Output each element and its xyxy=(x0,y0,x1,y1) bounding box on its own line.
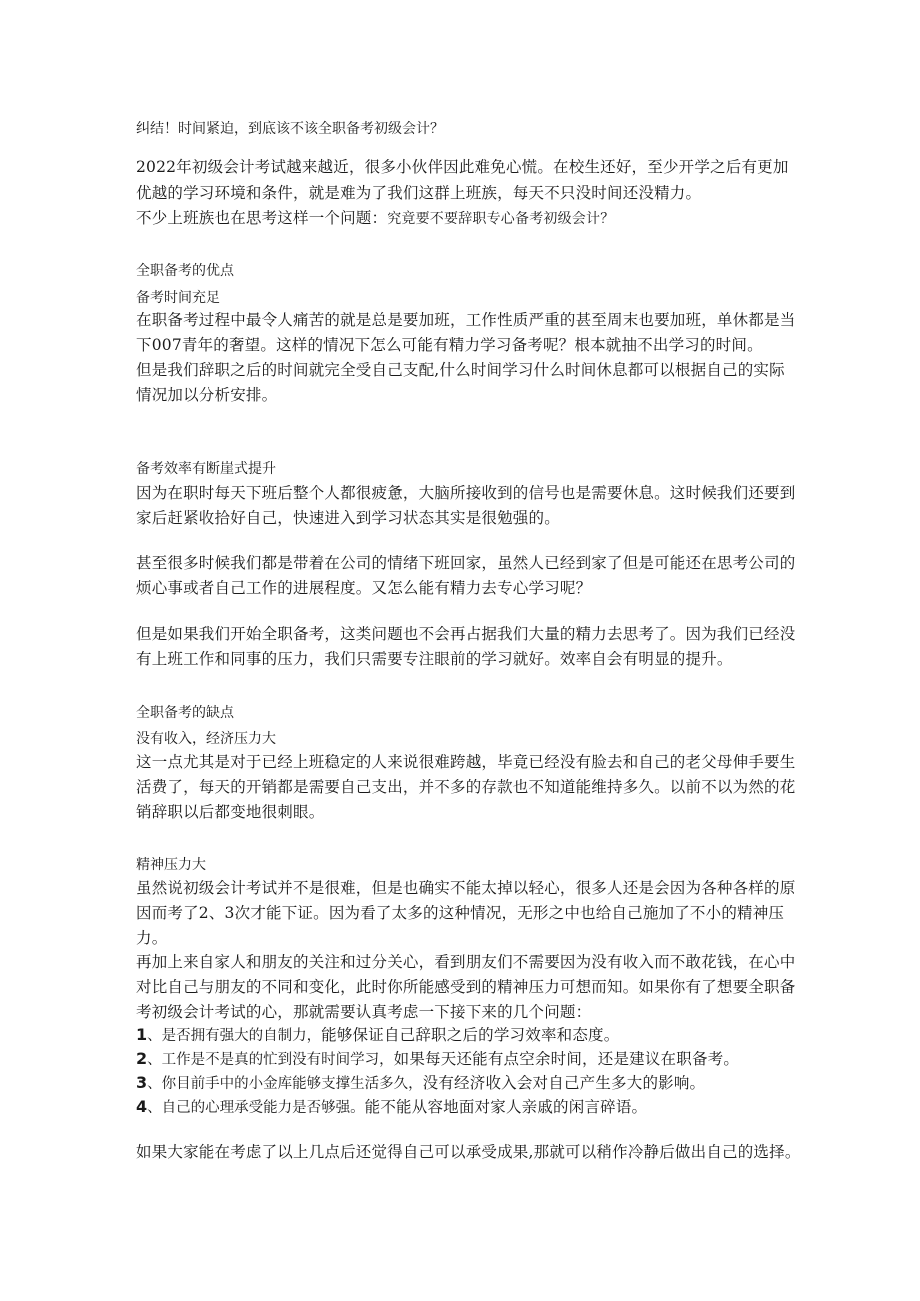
paragraph-line: 考初级会计考试的心，那就需要认真考虑一下接下来的几个问题： xyxy=(136,1003,592,1021)
paragraph-line: 销辞职以后都变地很刺眼。 xyxy=(136,803,325,821)
paragraph-line: 在职备考过程中最令人痛苦的就是总是要加班，工作性质严重的甚至周末也要加班，单休都是当 xyxy=(136,311,796,329)
paragraph-line: 虽然说初级会计考试并不是很难，但是也确实不能太掉以轻心，很多人还是会因为各种各样的原 xyxy=(136,879,796,897)
question-item xyxy=(136,1023,619,1045)
paragraph-line: 力。 xyxy=(136,929,168,947)
question-detail: 能够保证自己辞职之后的学习效率和态度。 xyxy=(321,1026,620,1044)
intro-line-1: 2022年初级会计考试越来越近，很多小伙伴因此难免心慌。在校生还好，至少开学之后有更加 xyxy=(136,158,789,176)
paragraph-line: 烦心事或者自己工作的进展程度。又怎么能有精力去专心学习呢？ xyxy=(136,579,592,597)
intro-line-2: 优越的学习环境和条件，就是难为了我们这群上班族，每天不只没时间还没精力。 xyxy=(136,184,702,202)
paragraph-line: 对比自己与朋友的不同和变化，此时你所能感受到的精神压力可想而知。如果你有了想要全职备 xyxy=(136,978,796,996)
question-number: 2 xyxy=(136,1049,148,1068)
question-detail: 没有经济收入会对自己产生多大的影响。 xyxy=(422,1074,706,1092)
paragraph-line: 有上班工作和同事的压力，我们只需要专注眼前的学习就好。效率自会有明显的提升。 xyxy=(136,650,733,668)
question-text: 、工作是不是真的忙到没有时间学习， xyxy=(147,1052,394,1068)
question-detail: 如果每天还能有点空余时间，还是建议在职备考。 xyxy=(393,1050,740,1068)
paragraph-line: 下007青年的奢望。这样的情况下怎么可能有精力学习备考呢？根本就抽不出学习的时间。 xyxy=(136,336,763,354)
conclusion: 如果大家能在考虑了以上几点后还觉得自己可以承受成果,那就可以稍作冷静后做出自己的选择。 xyxy=(136,1143,801,1161)
paragraph-line: 活费了，每天的开销都是需要自己支出，并不多的存款也不知道能维持多久。以前不以为然的花 xyxy=(136,778,796,796)
question-number: 3 xyxy=(136,1073,148,1092)
disadvantages-heading: 全职备考的缺点 xyxy=(136,705,234,721)
paragraph-line: 再加上来自家人和朋友的关注和过分关心，看到朋友们不需要因为没有收入而不敢花钱，在心中 xyxy=(136,953,796,971)
article-title: 纠结！时间紧迫，到底该不该全职备考初级会计？ xyxy=(136,121,444,137)
disadvantage-subheading-stress: 精神压力大 xyxy=(136,857,206,873)
question-text: 、你目前手中的小金库能够支撑生活多久， xyxy=(147,1076,423,1092)
advantage-subheading-efficiency: 备考效率有断崖式提升 xyxy=(136,461,276,477)
paragraph-line: 但是我们辞职之后的时间就完全受自己支配,什么时间学习什么时间休息都可以根据自己的实际 xyxy=(136,361,785,379)
paragraph-line: 甚至很多时候我们都是带着在公司的情绪下班回家，虽然人已经到家了但是可能还在思考公司的 xyxy=(136,554,796,572)
paragraph-line: 家后赶紧收拾好自己，快速进入到学习状态其实是很勉强的。 xyxy=(136,509,560,527)
disadvantage-subheading-income: 没有收入，经济压力大 xyxy=(136,731,276,747)
paragraph-line: 因为在职时每天下班后整个人都很疲惫，大脑所接收到的信号也是需要休息。这时候我们还要到 xyxy=(136,484,796,502)
paragraph-line: 情况加以分析安排。 xyxy=(136,386,278,404)
paragraph-line: 但是如果我们开始全职备考，这类问题也不会再占据我们大量的精力去思考了。因为我们已经没 xyxy=(136,625,796,643)
intro-question: 究竟要不要辞职专心备考初级会计？ xyxy=(387,211,615,227)
question-number: 4 xyxy=(136,1097,148,1116)
advantages-heading: 全职备考的优点 xyxy=(136,263,234,279)
intro-line-3 xyxy=(136,206,614,228)
question-detail: 能不能从容地面对家人亲戚的闲言碎语。 xyxy=(364,1098,648,1116)
question-item xyxy=(136,1095,647,1117)
question-item xyxy=(136,1071,705,1093)
question-item xyxy=(136,1047,739,1069)
question-text: 、自己的心理承受能力是否够强。 xyxy=(147,1100,365,1116)
intro-question-lead: 不少上班族也在思考这样一个问题： xyxy=(136,209,388,227)
paragraph-line: 这一点尤其是对于已经上班稳定的人来说很难跨越，毕竟已经没有脸去和自己的老父母伸手要生 xyxy=(136,753,796,771)
question-text: 、是否拥有强大的自制力， xyxy=(147,1028,322,1044)
paragraph-line: 因而考了2、3次才能下证。因为看了太多的这种情况，无形之中也给自己施加了不小的精神压 xyxy=(136,904,785,922)
question-number: 1 xyxy=(136,1025,148,1044)
advantage-subheading-time: 备考时间充足 xyxy=(136,290,220,306)
